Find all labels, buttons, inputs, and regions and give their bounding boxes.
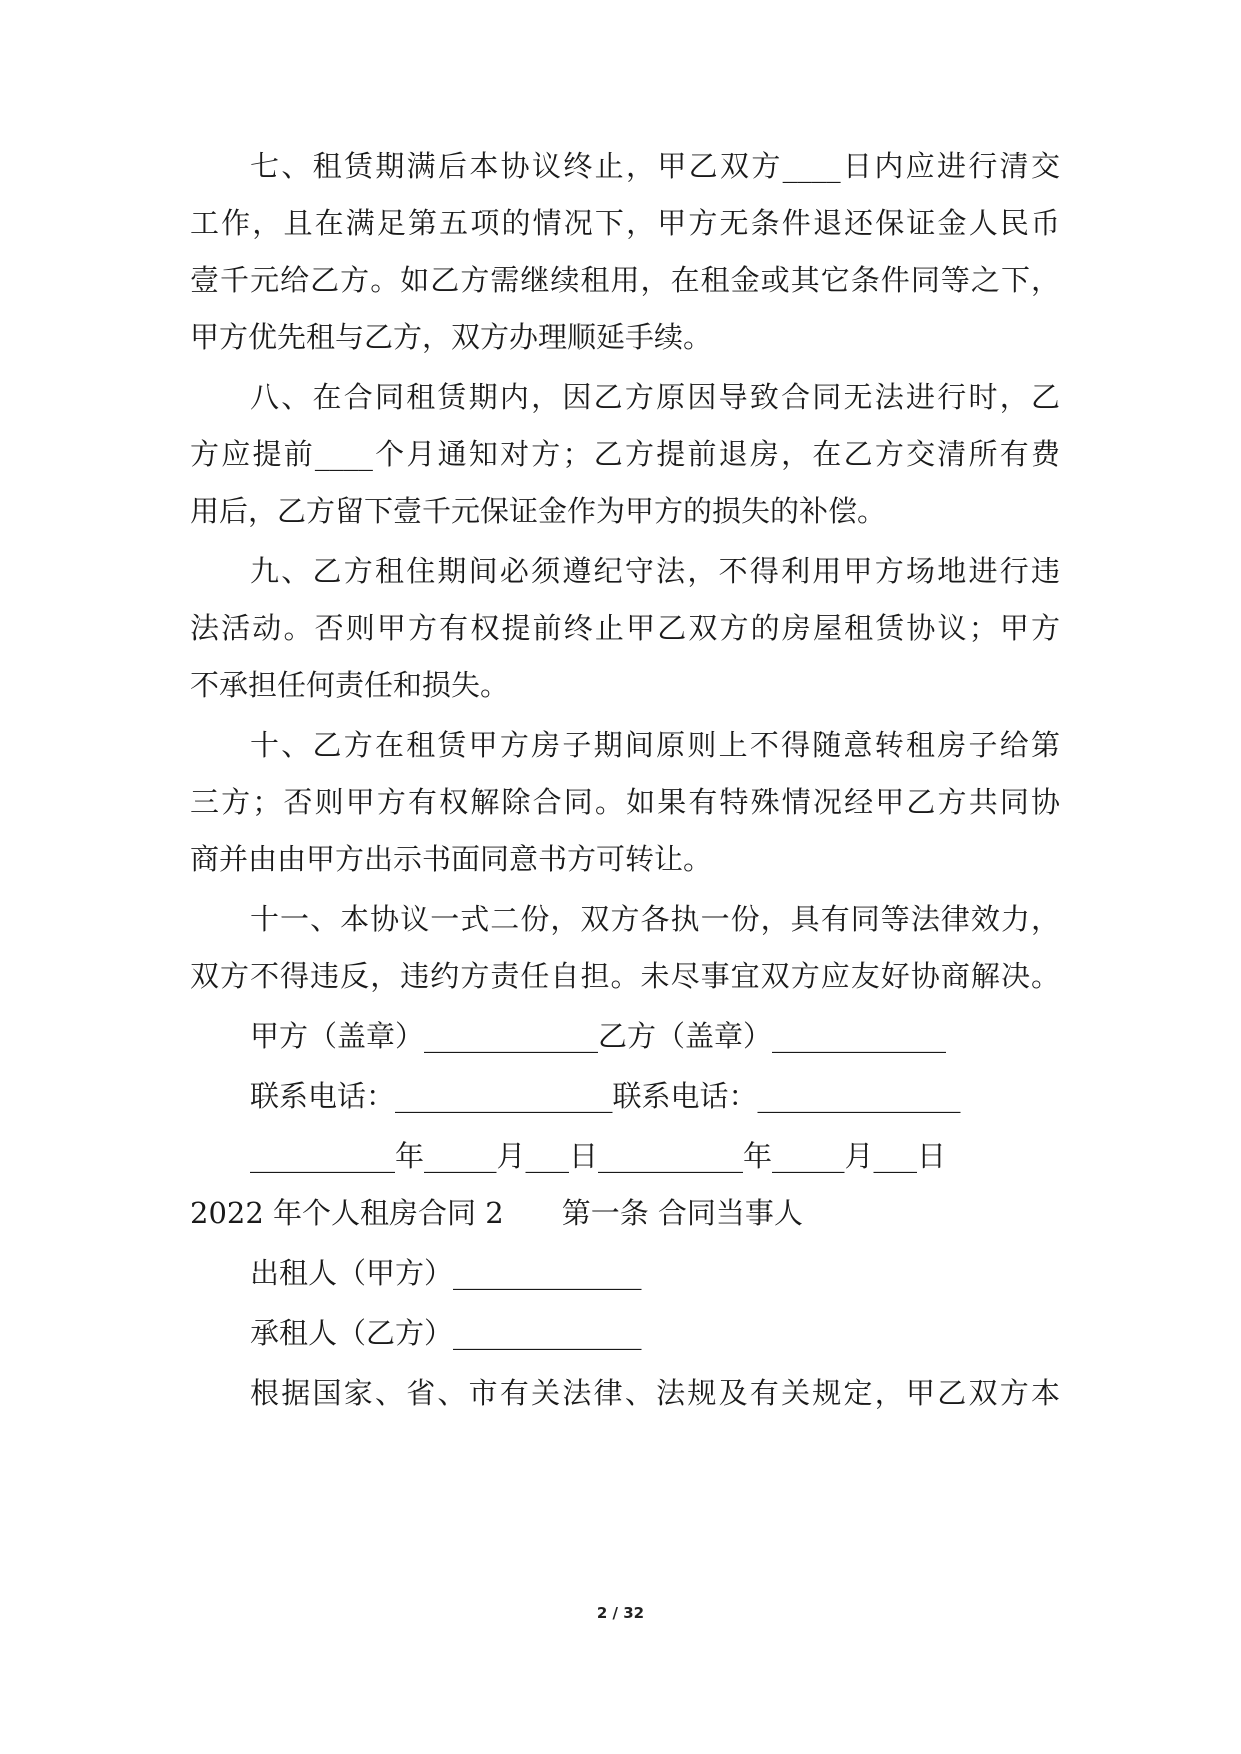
clause-10-line-2: 三方；否则甲方有权解除合同。如果有特殊情况经甲乙方共同协 bbox=[190, 785, 1060, 819]
clause-9-line-2: 法活动。否则甲方有权提前终止甲乙双方的房屋租赁协议；甲方 bbox=[190, 611, 1060, 645]
clause-11-line-1: 十一、本协议一式二份，双方各执一份，具有同等法律效力， bbox=[250, 902, 1060, 936]
lessor-line: 出租人（甲方）_____________ bbox=[250, 1256, 642, 1290]
clause-7-line-1: 七、租赁期满后本协议终止，甲乙双方____日内应进行清交 bbox=[250, 149, 1060, 183]
clause-8-line-2: 方应提前____个月通知对方；乙方提前退房，在乙方交清所有费 bbox=[190, 437, 1060, 471]
contact-phone-line: 联系电话：_______________联系电话：______________ bbox=[250, 1079, 961, 1113]
clause-8-line-1: 八、在合同租赁期内，因乙方原因导致合同无法进行时，乙 bbox=[250, 380, 1060, 414]
lessee-line: 承租人（乙方）_____________ bbox=[250, 1316, 642, 1350]
page-number: 2 / 32 bbox=[596, 1604, 645, 1622]
date-line: __________年_____月___日__________年_____月___日 bbox=[250, 1139, 947, 1173]
signature-seal-line: 甲方（盖章）____________乙方（盖章）____________ bbox=[250, 1019, 947, 1053]
clause-10-line-3: 商并由由甲方出示书面同意书方可转让。 bbox=[190, 842, 713, 876]
clause-7-line-3: 壹千元给乙方。如乙方需继续租用，在租金或其它条件同等之下， bbox=[190, 263, 1060, 297]
clause-8-line-3: 用后，乙方留下壹千元保证金作为甲方的损失的补偿。 bbox=[190, 494, 887, 528]
clause-10-line-1: 十、乙方在租赁甲方房子期间原则上不得随意转租房子给第 bbox=[250, 728, 1060, 762]
clause-9-line-1: 九、乙方租住期间必须遵纪守法，不得利用甲方场地进行违 bbox=[250, 554, 1060, 588]
clause-7-line-2: 工作，且在满足第五项的情况下，甲方无条件退还保证金人民币 bbox=[190, 206, 1060, 240]
preamble-line: 根据国家、省、市有关法律、法规及有关规定，甲乙双方本 bbox=[250, 1376, 1060, 1410]
clause-9-line-3: 不承担任何责任和损失。 bbox=[190, 668, 510, 702]
clause-7-line-4: 甲方优先租与乙方，双方办理顺延手续。 bbox=[190, 320, 713, 354]
contract-heading: 2022 年个人租房合同 2 第一条 合同当事人 bbox=[190, 1196, 803, 1230]
clause-11-line-2: 双方不得违反，违约方责任自担。未尽事宜双方应友好协商解决。 bbox=[190, 959, 1060, 993]
